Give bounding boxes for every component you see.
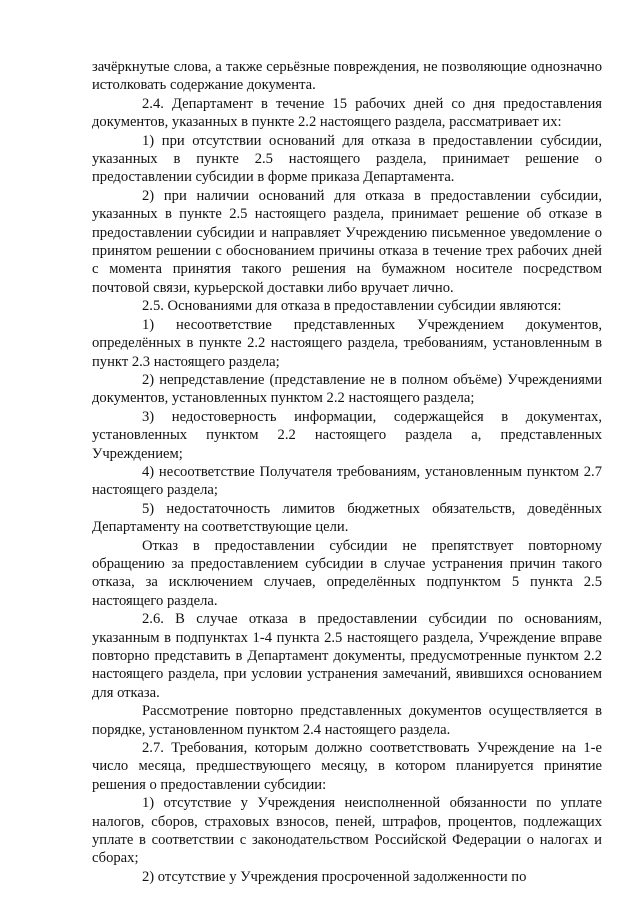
paragraph-2-4: 2.4. Департамент в течение 15 рабочих дней со дня предоставления документов, указанных в пункте 2.2 настоящего раздела, рассматривает их: (92, 95, 602, 131)
paragraph-continuation: зачёркнутые слова, а также серьёзные повреждения, не позволяющие однозначно истолковать содержание документа. (92, 59, 602, 94)
paragraph-2-5-item-3: 3) недостоверность информации, содержащейся в документах, установленных пунктом 2.2 настоящего раздела а, представленных Учреждением; (92, 408, 602, 462)
paragraph-2-5-item-4: 4) несоответствие Получателя требованиям, установленным пунктом 2.7 настоящего раздела; (92, 463, 602, 499)
paragraph-2-7-item-2: 2) отсутствие у Учреждения просроченной задолженности по (142, 868, 527, 885)
paragraph-resubmission-review: Рассмотрение повторно представленных документов осуществляется в порядке, установленном пунктом 2.4 настоящего раздела. (92, 703, 602, 738)
paragraph-2-5-item-1: 1) несоответствие представленных Учреждением документов, определённых в пункте 2.2 настоящего раздела, требованиям, установленным в пункт 2.3 настоящего раздела; (92, 316, 602, 370)
paragraph-2-4-item-1: 1) при отсутствии оснований для отказа в предоставлении субсидии, указанных в пункте 2.5 настоящего раздела, принимает решение о предоставлении субсидии в форме приказа Департамента. (92, 132, 602, 186)
document-body (92, 58, 602, 886)
paragraph-2-6: 2.6. В случае отказа в предоставлении субсидии по основаниям, указанным в подпунктах 1-4 пункта 2.5 настоящего раздела, Учреждение вправе повторно представить в Департамент документы, предусмотренные пунктом 2.2 настоящего раздела, при условии устранения замечаний, явившихся основанием для отказа. (92, 611, 602, 701)
paragraph-2-5-item-2: 2) непредставление (представление не в полном объёме) Учреждениями документов, установленных пунктом 2.2 настоящего раздела; (92, 371, 602, 407)
paragraph-2-5: 2.5. Основаниями для отказа в предоставлении субсидии являются: (142, 298, 562, 315)
paragraph-2-4-item-2: 2) при наличии оснований для отказа в предоставлении субсидии, указанных в пункте 2.5 настоящего раздела, принимает решение об отказе в предоставлении субсидии и направляет Учреждению письменное уведомление о принятом решении с обоснованием причины отказа в течение трех рабочих дней с момента принятия такого решения на бумажном носителе посредством почтовой связи, курьерской доставки либо вручает лично. (92, 187, 602, 296)
paragraph-refusal-note: Отказ в предоставлении субсидии не препятствует повторному обращению за предоставлением субсидии в случае устранения причин такого отказа, за исключением случаев, определённых подпунктом 5 пункта 2.5 настоящего раздела. (92, 537, 602, 609)
paragraph-2-7: 2.7. Требования, которым должно соответствовать Учреждение на 1-е число месяца, предшествующего месяцу, в котором планируется принятие решения о предоставлении субсидии: (92, 740, 602, 793)
paragraph-2-7-item-1: 1) отсутствие у Учреждения неисполненной обязанности по уплате налогов, сборов, страховых взносов, пеней, штрафов, процентов, подлежащих уплате в соответствии с законодательством Российской Федерации о налогах и сборах; (92, 795, 602, 867)
paragraph-2-5-item-5: 5) недостаточность лимитов бюджетных обязательств, доведённых Департаменту на соответствующие цели. (92, 500, 602, 536)
